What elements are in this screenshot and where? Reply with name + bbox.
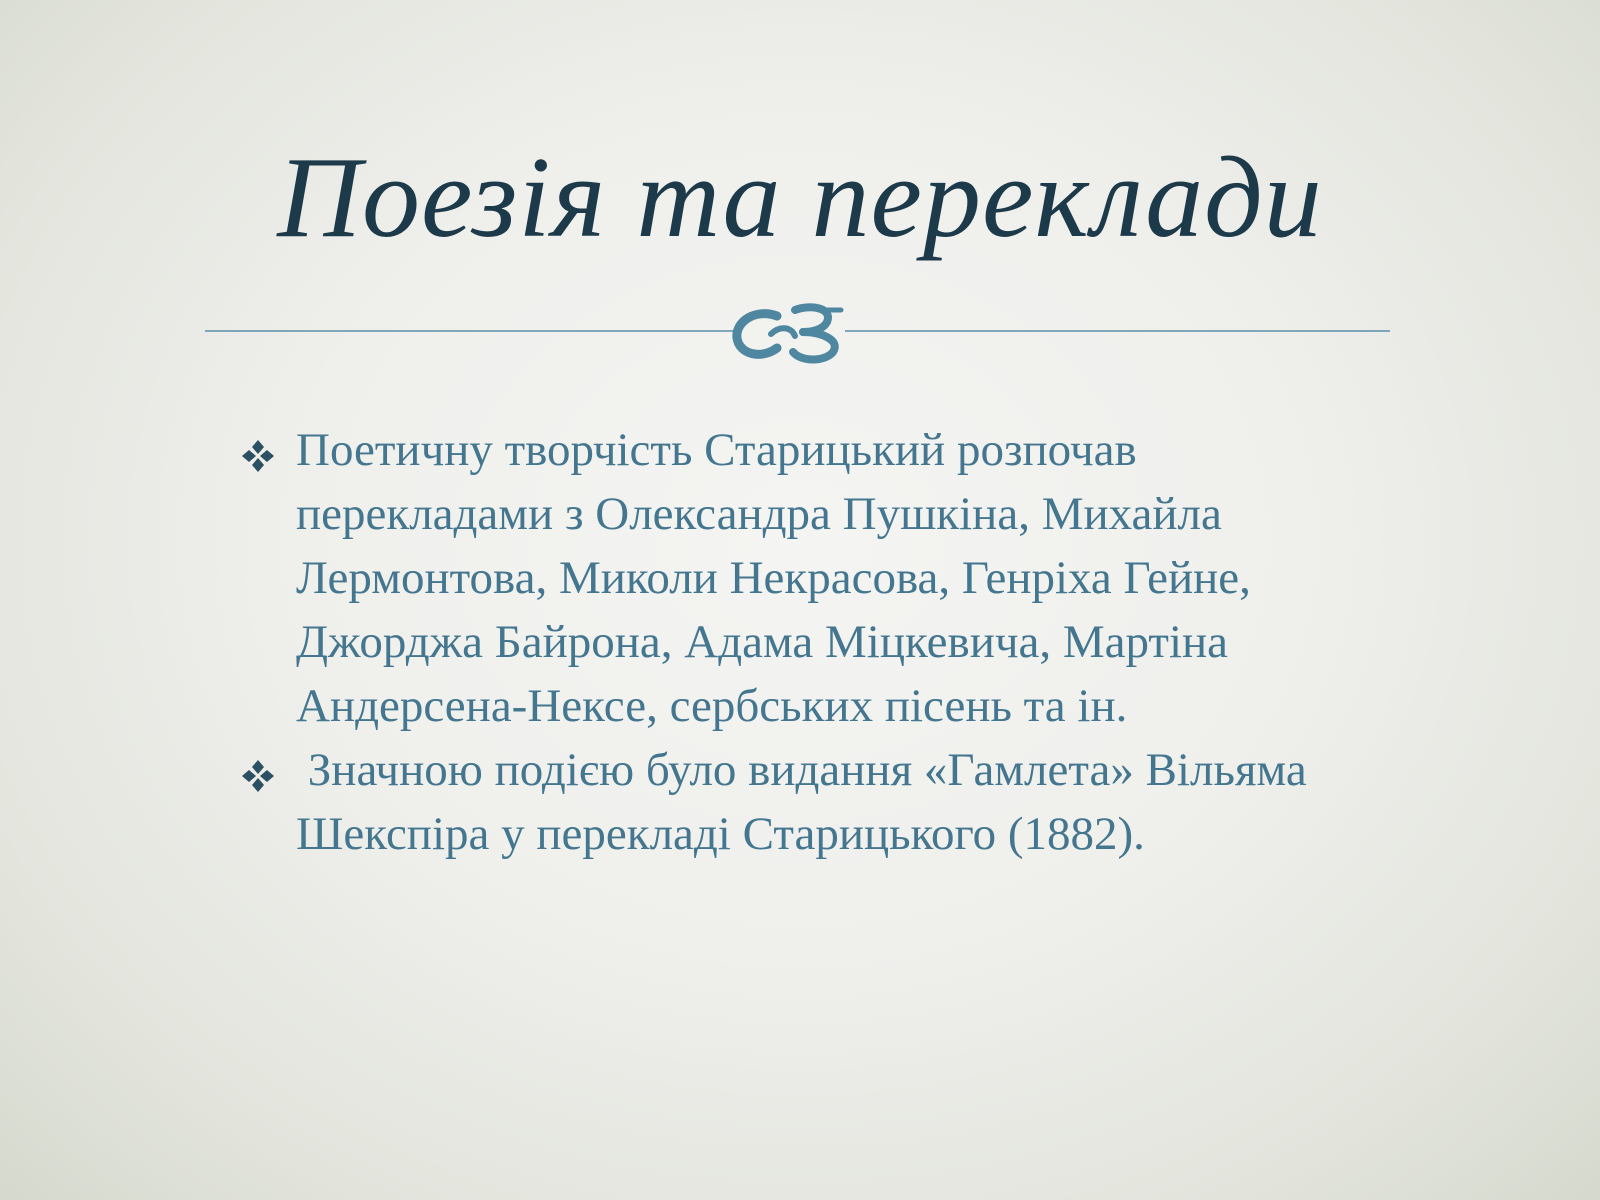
bullet-text: Поетичну творчість Старицький розпочав перекладами з Олександра Пушкіна, Михайла Лермонтова, Миколи Некрасова, Генріха Гейне, Джорджа Байрона, Адама Міцкевича, Мартіна Андерсена-Нексе, сербських пісень та ін. <box>296 424 1251 732</box>
slide-title: Поезія та переклади <box>277 134 1323 262</box>
title-divider <box>205 300 1390 370</box>
bullet-list <box>240 418 1400 866</box>
four-diamond-bullet-icon <box>240 758 276 794</box>
bullet-text: Значною подією було видання «Гамлета» Вільяма Шекспіра у перекладі Старицького (1882). <box>296 744 1319 860</box>
list-item <box>240 418 1400 738</box>
list-item <box>240 738 1400 866</box>
swash-ornament-icon <box>737 307 841 359</box>
four-diamond-bullet-icon <box>240 438 276 474</box>
